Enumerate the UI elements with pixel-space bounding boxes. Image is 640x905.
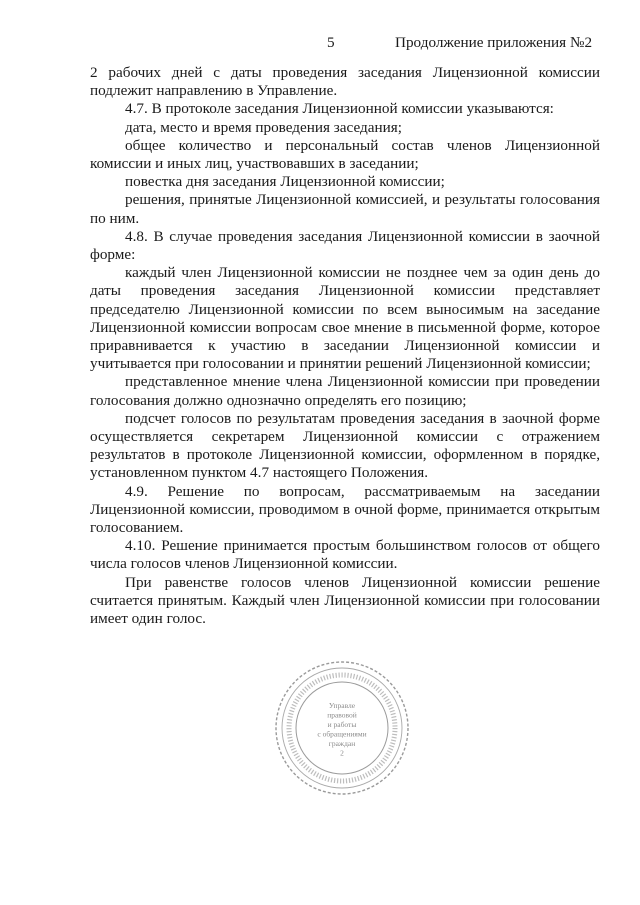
seal-text-line: и работы xyxy=(327,720,357,729)
seal-text-line: правовой xyxy=(327,710,357,720)
paragraph: дата, место и время проведения заседания; xyxy=(125,118,402,136)
paragraph: 4.7. В протоколе заседания Лицензионной комиссии указываются: xyxy=(125,100,554,118)
official-seal-stamp xyxy=(272,658,412,798)
seal-graphic xyxy=(272,658,412,798)
paragraph: 4.8. В случае проведения заседания Лицензионной комиссии в заочной форме: xyxy=(90,227,600,264)
page-header xyxy=(0,34,640,54)
seal-text-line: с обращениями xyxy=(317,729,367,739)
paragraph: общее количество и персональный состав членов Лицензионной комиссии и иных лиц, участвовавших в заседании; xyxy=(90,136,600,173)
paragraph: 4.10. Решение принимается простым большинством голосов от общего числа голосов членов Лицензионной комиссии. xyxy=(90,537,600,573)
seal-text-line: Управле xyxy=(328,701,356,710)
page-number: 5 xyxy=(327,34,335,51)
paragraph: представленное мнение члена Лицензионной комиссии при проведении голосования должно однозначно определять его позицию; xyxy=(90,373,600,409)
document-body xyxy=(90,64,600,628)
seal-text-line: 2 xyxy=(340,748,344,758)
paragraph: 4.9. Решение по вопросам, рассматриваемым на заседании Лицензионной комиссии, проводимом в очной форме, принимается открытым голосованием. xyxy=(90,482,600,537)
seal-text-line: граждан xyxy=(328,739,356,748)
paragraph: 2 рабочих дней с даты проведения заседания Лицензионной комиссии подлежит направлению в Управление. xyxy=(90,64,600,100)
paragraph: При равенстве голосов членов Лицензионной комиссии решение считается принятым. Каждый член Лицензионной комиссии при голосовании имеет один голос. xyxy=(90,573,600,628)
seal-inner-lettering xyxy=(317,701,366,758)
appendix-continuation-label: Продолжение приложения №2 xyxy=(395,34,593,51)
paragraph: повестка дня заседания Лицензионной комиссии; xyxy=(125,173,445,191)
paragraph: подсчет голосов по результатам проведения заседания в заочной форме осуществляется секретарем Лицензионной комиссии с отражением результатов в протоколе Лицензионной комиссии, оформленном в порядке, установленном пунктом 4.7 настоящего Положения. xyxy=(90,409,600,482)
paragraph: каждый член Лицензионной комиссии не позднее чем за один день до даты проведения заседания Лицензионной комиссии представляет председателю Лицензионной комиссии по всем выносимым на заседание Лицензионной комиссии вопросам свое мнение в письменной форме, которое приравнивается к участию в заседании Лицензионной комиссии и учитывается при голосовании и принятии решений Лицензионной комиссии; xyxy=(90,264,600,373)
paragraph: решения, принятые Лицензионной комиссией, и результаты голосования по ним. xyxy=(90,191,600,227)
